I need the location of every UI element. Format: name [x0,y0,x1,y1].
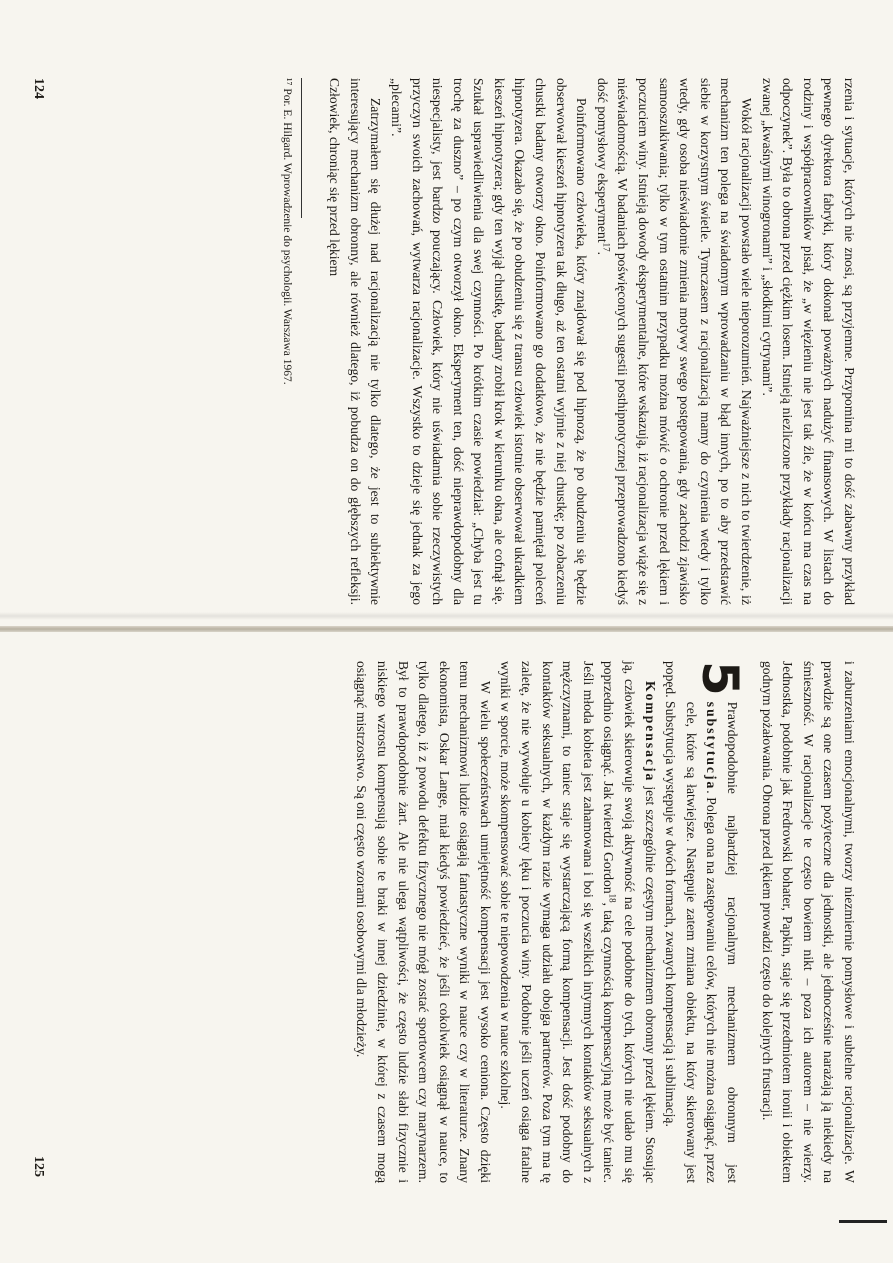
left-paragraph-4: Zatrzymałem się dłużej nad racjonalizacją nie tylko dlatego, że jest to subiektywnie interesujący mechanizm obronny, ale również dlatego, iż pobudza on do głębszych refleksji. Człowiek, chroniąc się przed lękiem [327,78,384,605]
footnote-ref-17: 17 [601,242,612,252]
section-number-drop-cap: 5 [691,661,750,696]
section-text-start: Prawdopodobnie najbardziej racjonalnym mechanizmem obronnym jest [725,701,741,1183]
right-section-paragraph [660,661,750,1183]
page-number-right: 125 [31,1156,46,1177]
left-paragraph-2-end: . [594,251,610,256]
kompensacja-text-2: , taką czynnością kompensacyjną może być taniec. Jeśli młoda kobieta jest zahamowana i boi się wszelkich intymnych kontaktów seksualnych z mężczyznami, to taniec staje się wystarczającą formą kompensacji. Jest dość podobny do kontaktów seksualnych, w każdym razie wymaga udziału obojga partnerów. Poza tym ma tę zaletę, że nie wywołuje u kobiety lęku i poczucia winy. Podobnie jeśli uczeń osiąga fatalne wyniki w sporcie, może skompensować sobie te niepowodzenia w nauce szkolnej. [498,661,617,1183]
term-substytucja: substytucja [704,701,720,791]
footnote-17: ¹⁷ Por. E. Hilgard. Wprowadzenie do psychologii. Warszawa 1967. [280,78,293,385]
kompensacja-text: jest szczególnie częstym mechanizmem obronny przed lękiem. Stosując ją, człowiek skierowuje swoją aktywność na cele podobne do tych, których nie udało mu się poprzednio osiągnąć. Jak twierdzi Gordon [601,661,658,1183]
footnote-rule [301,78,302,218]
left-page [0,0,893,631]
page-number-left: 124 [31,78,46,99]
right-page [0,631,893,1263]
term-kompensacja: Kompensacja [642,681,658,783]
left-paragraph-2 [591,78,756,605]
left-paragraph-1: rzenia i sytuacje, których nie znosi, są przyjemne. Przypomina mi to dość zabawny przykład pewnego dyrektora fabryki, który dokonał poważnych nadużyć finansowych. W listach do rodziny i współpracowników pisał, że „w więzieniu nie jest tak źle, że w końcu ma czas na odpoczynek”. Była to obrona przed ciężkim losem. Istnieją niezliczone przykłady racjonalizacji zwanej „kwaśnymi winogronami” i „słodkimi cytrynami”. [759,78,857,605]
right-paragraph-last: W wielu społeczeństwach umiejętność kompensacji jest wysoko ceniona. Często dzięki temu mechanizmowi ludzie osiągają fantastyczne wyniki w nauce czy w literaturze. Znany ekonomista, Oskar Lange, miał kiedyś powiedzieć, że jeśli cokolwiek osiągnął w nauce, to tylko dlatego, iż z powodu defektu fizycznego nie mógł zostać sportowcem czy marynarzem. Był to prawdopodobnie żart. Ale nie ulega wątpliwości, że często ludzie słabi fizycznie i niskiego wzrostu kompensują sobie te braki w innej dziedzinie, w której z czasem mogą osiągnąć mistrzostwo. Są oni często wzorami osobowymi dla młodzieży. [354,661,493,1183]
right-paragraph-kompensacja [495,661,660,1183]
left-paragraph-3: Poinformowano człowieka, który znajdował się pod hipnozą, że po obudzeniu się będzie obserwował kieszeń hipnotyzera tak długo, aż ten ostatni wyjmie z niej chustkę; po zobaczeniu chustki badany otworzy okno. Poinformowano go dodatkowo, że nie będzie pamiętał poleceń hipnotyzera. Okazało się, że po obudzeniu się z transu człowiek istotnie obserwował ukradkiem kieszeń hipnotyzera; gdy ten wyjął chustkę, badany zrobił krok w kierunku okna, ale cofnął się. Szukał usprawiedliwienia dla swej czynności. Po krótkim czasie powiedział: „Chyba jest tu trochę za duszno” – po czym otworzył okno. Eksperyment ten, dość nieprawdopodobny dla niespecjalisty, jest bardzo pouczający. Człowiek, który nie uświadamia sobie rzeczywistych przyczyn swoich zachowań, wytwarza racjonalizacje. Wszystko to dzieje się jednak za jego „plecami”. [388,78,590,605]
left-paragraph-2-text: Wokół racjonalizacji powstało wiele nieporozumień. Najważniejsze z nich to twierdzenie, iż mechanizm ten polega na świadomym wprowadzaniu w błąd innych, po to aby przedstawić siebie w korzystnym świetle. Tymczasem z racjonalizacją mamy do czynienia wtedy i tylko wtedy, gdy osoba nieświadomie zmienia motywy swego postępowania, gdy zachodzi zjawisko samooszukiwania; tylko w tym ostatnim przypadku można mówić o ochronie przed lękiem i poczuciem winy. Istnieją dowody eksperymentalne, które wskazują, iż racjonalizacja wiąże się z nieświadomością. W badaniach poświęconych sugestii posthipnotycznej przeprowadzono kiedyś dość pomysłowy eksperyment [594,78,755,605]
section-text-end: . Polega ona na zastępowaniu celów, których nie można osiągnąć, przez cele, które są łatwiejsze. Następuje zatem zmiana obiektu, na który skierowany jest popęd. Substytucja występuje w dwóch formach, zwanych kompensacją i sublimacją. [663,661,720,1183]
footnote-ref-18: 18 [608,893,618,903]
right-paragraph-intro: i zaburzeniami emocjonalnymi, tworzy niezmiernie pomysłowe i subtelne racjonalizacje. W prawdzie są one czasem pożyteczne dla jednostki, ale jednocześnie narażają ją niekiedy na śmieszność. W racjonalizacje te często bowiem nikt – poza ich autorem – nie wierzy. Jednostka, podobnie jak Fredrowski bohater, Papkin, staje się przedmiotem ironii i obiektem godnym pożałowania. Obrona przed lękiem prowadzi często do kolejnych frustracji. [759,661,857,1183]
